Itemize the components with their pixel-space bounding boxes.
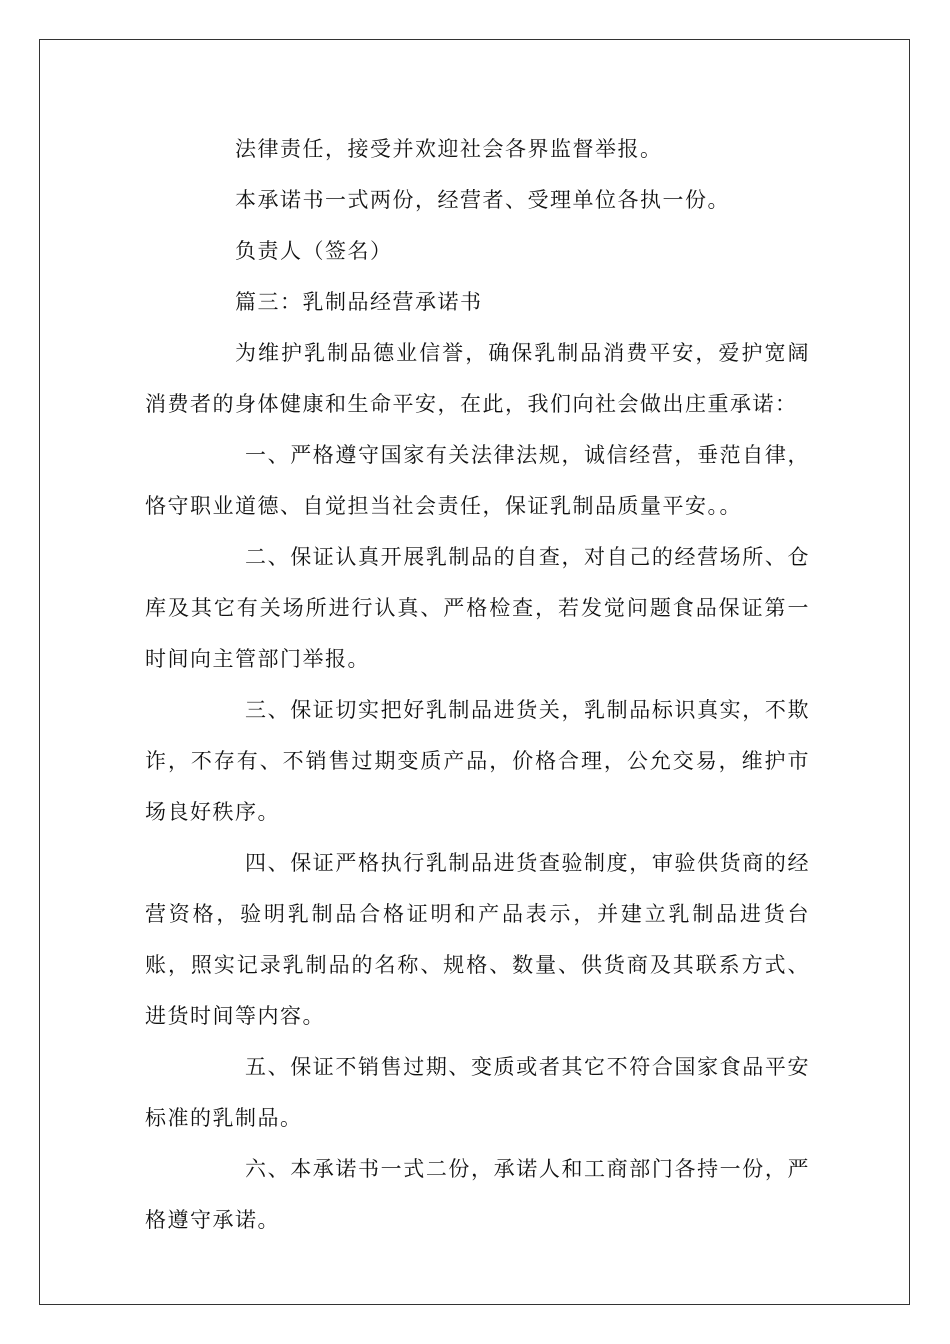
paragraph-item-2: 二、保证认真开展乳制品的自查，对自己的经营场所、仓库及其它有关场所进行认真、严格检查，若发觉问题食品保证第一时间向主管部门举报。 bbox=[145, 545, 810, 671]
paragraph-intro: 为维护乳制品德业信誉，确保乳制品消费平安，爱护宽阔消费者的身体健康和生命平安，在此，我们向社会做出庄重承诺： bbox=[145, 341, 810, 416]
paragraph-item-4: 四、保证严格执行乳制品进货查验制度，审验供货商的经营资格，验明乳制品合格证明和产品表示，并建立乳制品进货台账，照实记录乳制品的名称、规格、数量、供货商及其联系方式、进货时间等内容。 bbox=[145, 851, 810, 1028]
paragraph-item-5: 五、保证不销售过期、变质或者其它不符合国家食品平安标准的乳制品。 bbox=[145, 1055, 810, 1130]
paragraph-item-1: 一、严格遵守国家有关法律法规，诚信经营，垂范自律，恪守职业道德、自觉担当社会责任，保证乳制品质量平安。。 bbox=[145, 443, 810, 518]
paragraph-item-6: 六、本承诺书一式二份，承诺人和工商部门各持一份，严格遵守承诺。 bbox=[145, 1157, 810, 1232]
paragraph-item-3: 三、保证切实把好乳制品进货关，乳制品标识真实，不欺诈，不存有、不销售过期变质产品，价格合理，公允交易，维护市场良好秩序。 bbox=[145, 698, 810, 824]
document-body bbox=[145, 124, 810, 1246]
paragraph-copies: 本承诺书一式两份，经营者、受理单位各执一份。 bbox=[235, 188, 730, 212]
paragraph-signature: 负责人（签名） bbox=[235, 239, 393, 263]
paragraph-legal-liability: 法律责任，接受并欢迎社会各界监督举报。 bbox=[235, 137, 663, 161]
section-heading: 篇三：乳制品经营承诺书 bbox=[235, 290, 483, 314]
